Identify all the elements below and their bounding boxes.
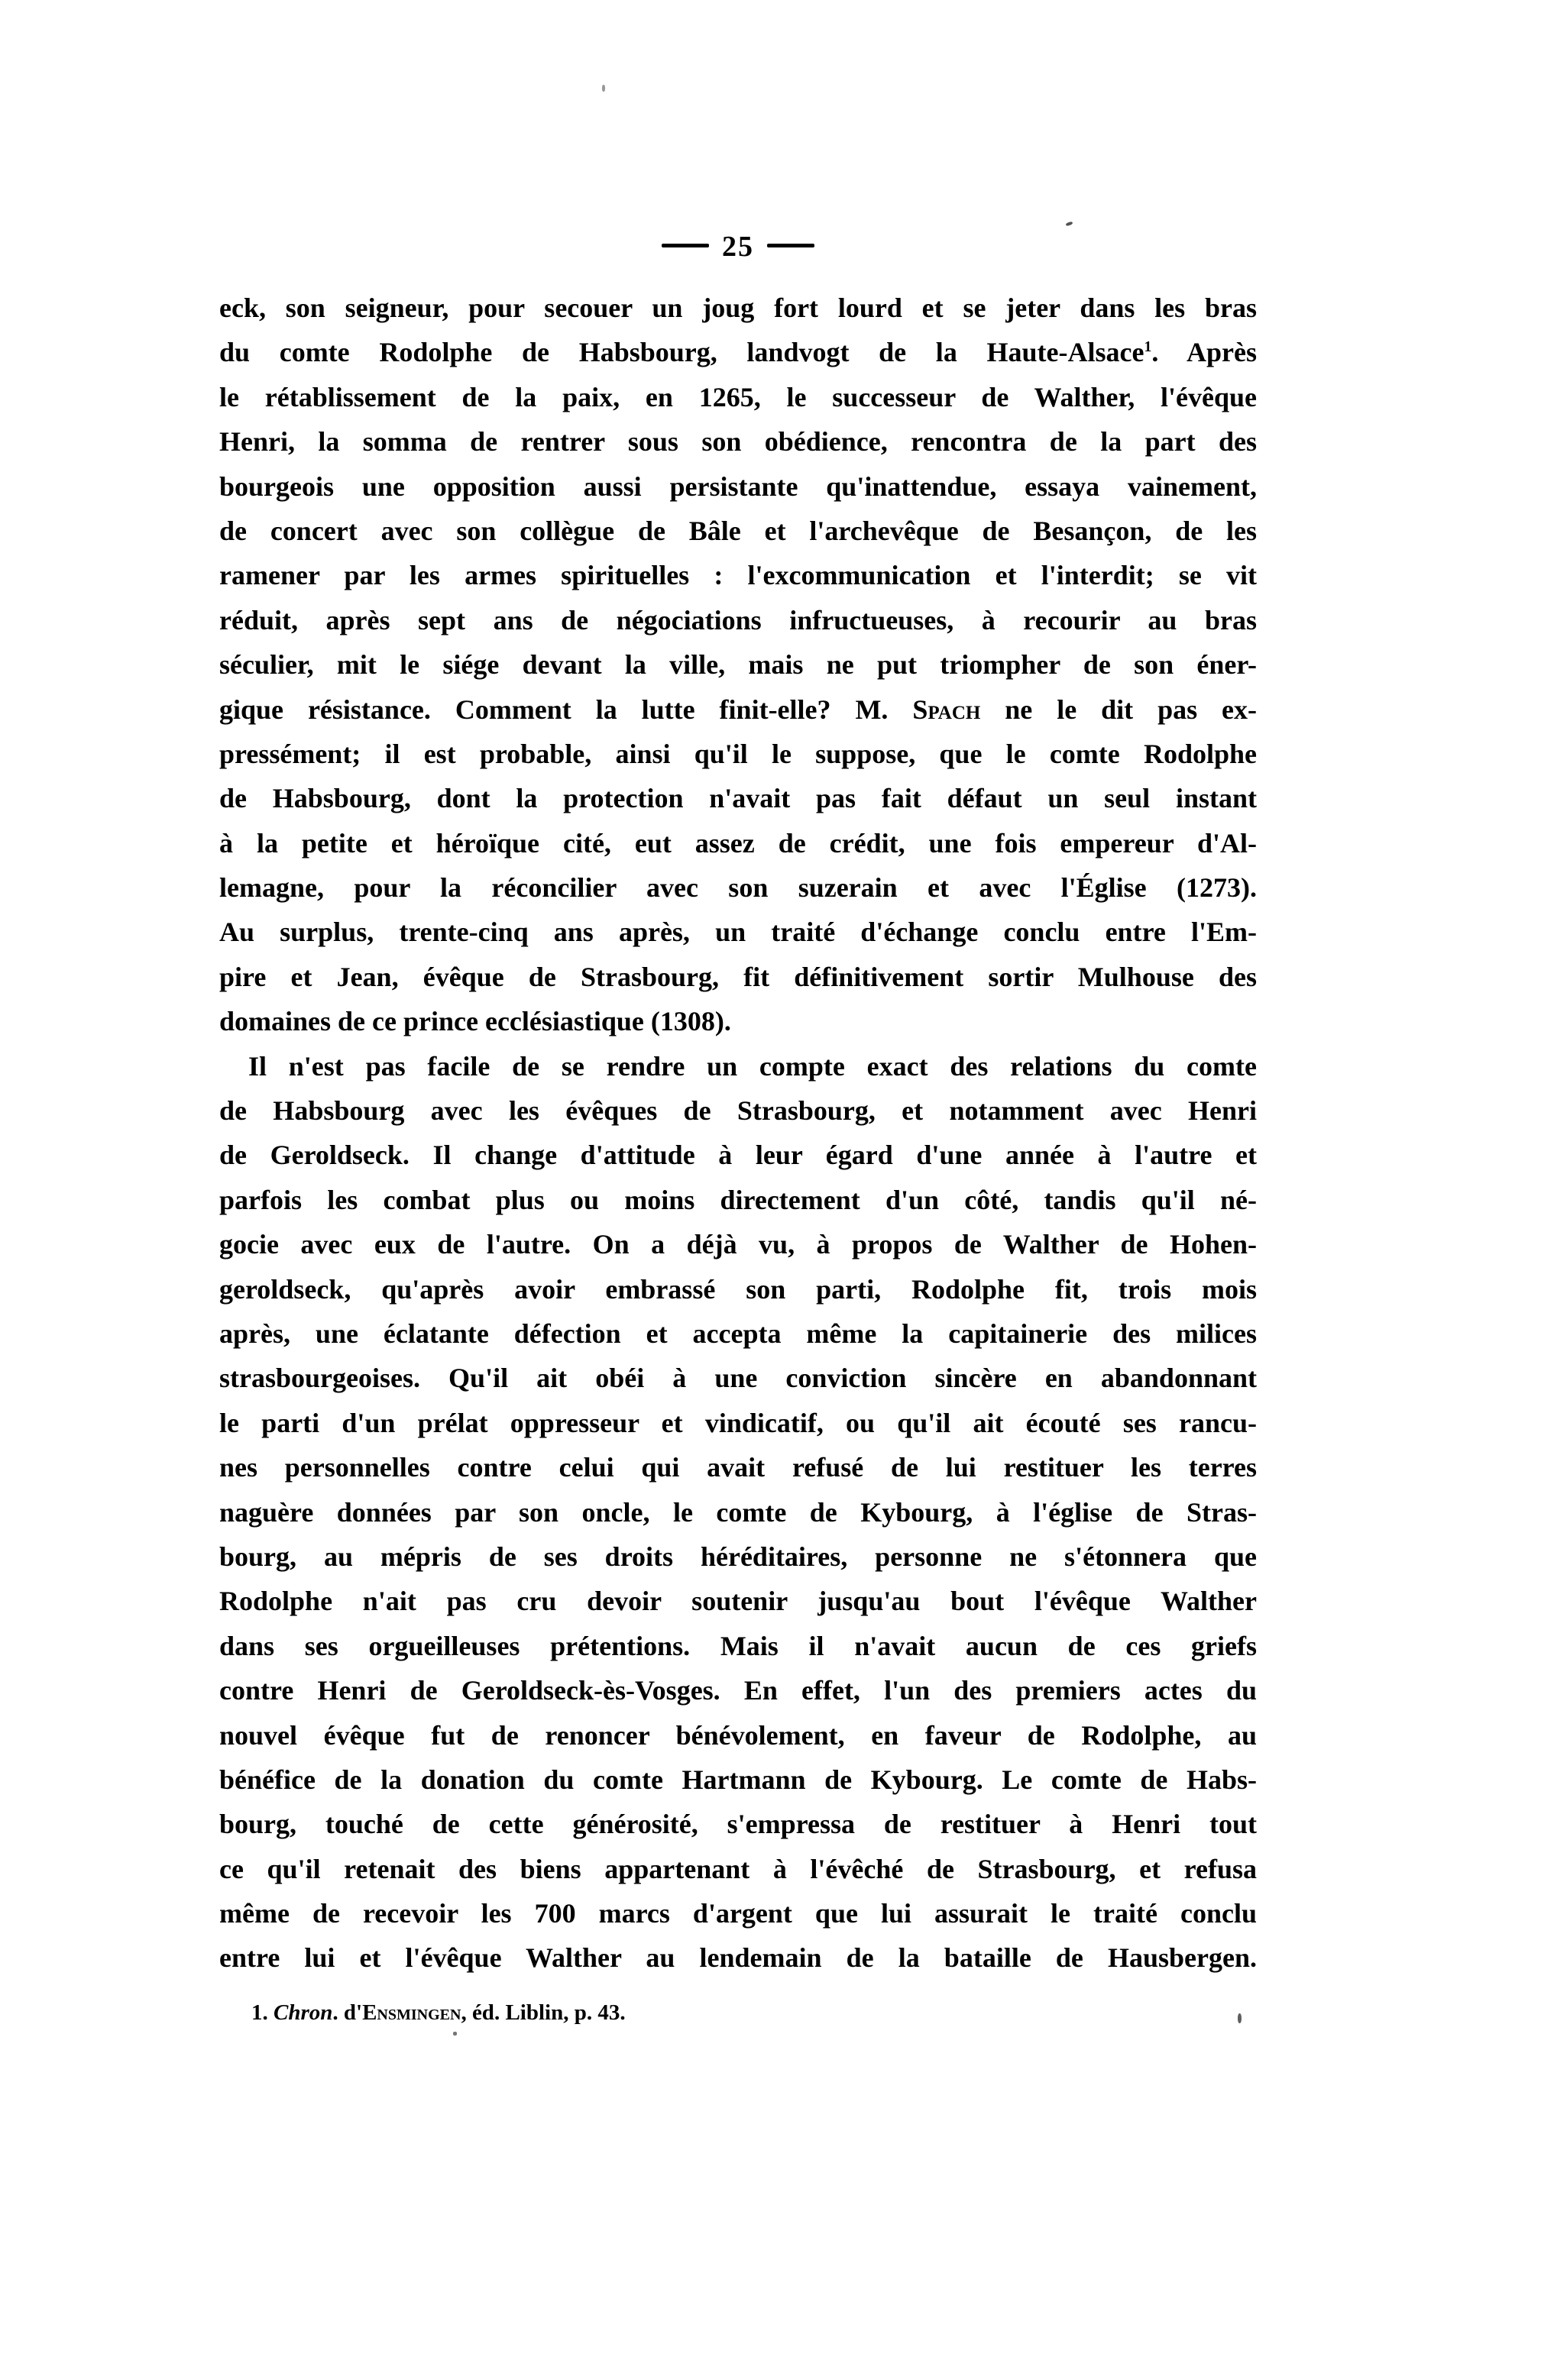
- text-line: dans ses orgueilleuses prétentions. Mais il n'avait aucun de ces griefs: [219, 1630, 1257, 1661]
- text-fragment: gique résistance. Comment la lutte finit-elle? M.: [219, 694, 913, 725]
- text-line: strasbourgeoises. Qu'il ait obéi à une conviction sincère en abandonnant: [219, 1363, 1257, 1394]
- text-line: nes personnelles contre celui qui avait refusé de lui restituer les terres: [219, 1452, 1257, 1483]
- text-line: Henri, la somma de rentrer sous son obédience, rencontra de la part des: [219, 426, 1257, 458]
- folio-right-dash: [767, 244, 814, 247]
- text-fragment-sup: 1: [1144, 338, 1152, 356]
- text-line: lemagne, pour la réconcilier avec son suzerain et avec l'Église (1273).: [219, 872, 1257, 904]
- text-line: de concert avec son collègue de Bâle et l'archevêque de Besançon, de les: [219, 515, 1257, 546]
- text-line: [219, 330, 1257, 374]
- text-line: entre lui et l'évêque Walther au lendemain de la bataille de Hausbergen.: [219, 1942, 1257, 1974]
- text-line: pire et Jean, évêque de Strasbourg, fit définitivement sortir Mulhouse des: [219, 961, 1257, 992]
- text-line: bénéfice de la donation du comte Hartmann de Kybourg. Le comte de Habs-: [219, 1764, 1257, 1795]
- text-fragment: du comte Rodolphe de Habsbourg, landvogt de la Haute-Alsace: [219, 337, 1144, 368]
- text-line: domaines de ce prince ecclésiastique (1308).: [219, 1006, 731, 1037]
- body-text: [219, 286, 1257, 1981]
- text-line: de Habsbourg, dont la protection n'avait pas fait défaut un seul instant: [219, 783, 1257, 814]
- scan-speck: [1066, 222, 1073, 227]
- text-line: Il n'est pas facile de se rendre un compte exact des relations du comte: [248, 1050, 1257, 1082]
- text-fragment: . d': [332, 2000, 363, 2025]
- text-line: ce qu'il retenait des biens appartenant à l'évêché de Strasbourg, et refusa: [219, 1853, 1257, 1884]
- text-line: naguère données par son oncle, le comte de Kybourg, à l'église de Stras-: [219, 1496, 1257, 1528]
- page-number: 25: [722, 231, 754, 264]
- text-line: Au surplus, trente-cinq ans après, un traité d'échange conclu entre l'Em-: [219, 917, 1257, 948]
- text-line: gocie avec eux de l'autre. On a déjà vu, à propos de Walther de Hohen-: [219, 1229, 1257, 1260]
- scan-speck: [602, 85, 605, 92]
- text-line: nouvel évêque fut de renoncer bénévolement, en faveur de Rodolphe, au: [219, 1719, 1257, 1751]
- text-line: eck, son seigneur, pour secouer un joug fort lourd et se jeter dans les bras: [219, 293, 1257, 323]
- scan-speck: [453, 2032, 457, 2036]
- text-line: le rétablissement de la paix, en 1265, le successeur de Walther, l'évêque: [219, 381, 1257, 412]
- text-line: réduit, après sept ans de négociations infructueuses, à recourir au bras: [219, 604, 1257, 635]
- footnote: [251, 2000, 1245, 2026]
- text-line: parfois les combat plus ou moins directement d'un côté, tandis qu'il né-: [219, 1184, 1257, 1215]
- text-line: bourg, au mépris de ses droits héréditaires, personne ne s'étonnera que: [219, 1541, 1257, 1572]
- text-fragment-italic: Chron: [274, 2000, 333, 2025]
- text-line: le parti d'un prélat oppresseur et vindicatif, ou qu'il ait écouté ses rancu-: [219, 1407, 1257, 1438]
- page-number-line: [219, 230, 1257, 264]
- text-line: ramener par les armes spirituelles : l'excommunication et l'interdit; se vit: [219, 560, 1257, 591]
- folio-left-dash: [662, 244, 709, 247]
- text-fragment-smallcaps: Ensmingen: [362, 2000, 461, 2025]
- text-line: de Habsbourg avec les évêques de Strasbourg, et notamment avec Henri: [219, 1095, 1257, 1127]
- text-line: geroldseck, qu'après avoir embrassé son parti, Rodolphe fit, trois mois: [219, 1273, 1257, 1305]
- text-line: de Geroldseck. Il change d'attitude à leur égard d'une année à l'autre et: [219, 1140, 1257, 1171]
- text-fragment: . Après: [1151, 337, 1257, 368]
- text-line: bourg, touché de cette générosité, s'empressa de restituer à Henri tout: [219, 1809, 1257, 1840]
- scan-speck: [1238, 2013, 1242, 2023]
- text-line: Rodolphe n'ait pas cru devoir soutenir jusqu'au bout l'évêque Walther: [219, 1586, 1257, 1617]
- text-fragment: ne le dit pas ex-: [980, 694, 1257, 725]
- text-line: pressément; il est probable, ainsi qu'il le suppose, que le comte Rodolphe: [219, 738, 1257, 769]
- text-line: contre Henri de Geroldseck-ès-Vosges. En effet, l'un des premiers actes du: [219, 1675, 1257, 1706]
- text-fragment-smallcaps: Spach: [912, 694, 981, 725]
- text-line: séculier, mit le siége devant la ville, mais ne put triompher de son éner-: [219, 649, 1257, 681]
- text-fragment: , éd. Liblin, p. 43.: [461, 2000, 626, 2025]
- text-line: bourgeois une opposition aussi persistante qu'inattendue, essaya vainement,: [219, 471, 1257, 502]
- text-line: même de recevoir les 700 marcs d'argent que lui assurait le traité conclu: [219, 1898, 1257, 1929]
- text-line: [219, 687, 1257, 732]
- text-line: après, une éclatante défection et accepta même la capitainerie des milices: [219, 1318, 1257, 1349]
- text-line: à la petite et héroïque cité, eut assez de crédit, une fois empereur d'Al-: [219, 827, 1257, 859]
- text-fragment: 1.: [251, 2000, 274, 2025]
